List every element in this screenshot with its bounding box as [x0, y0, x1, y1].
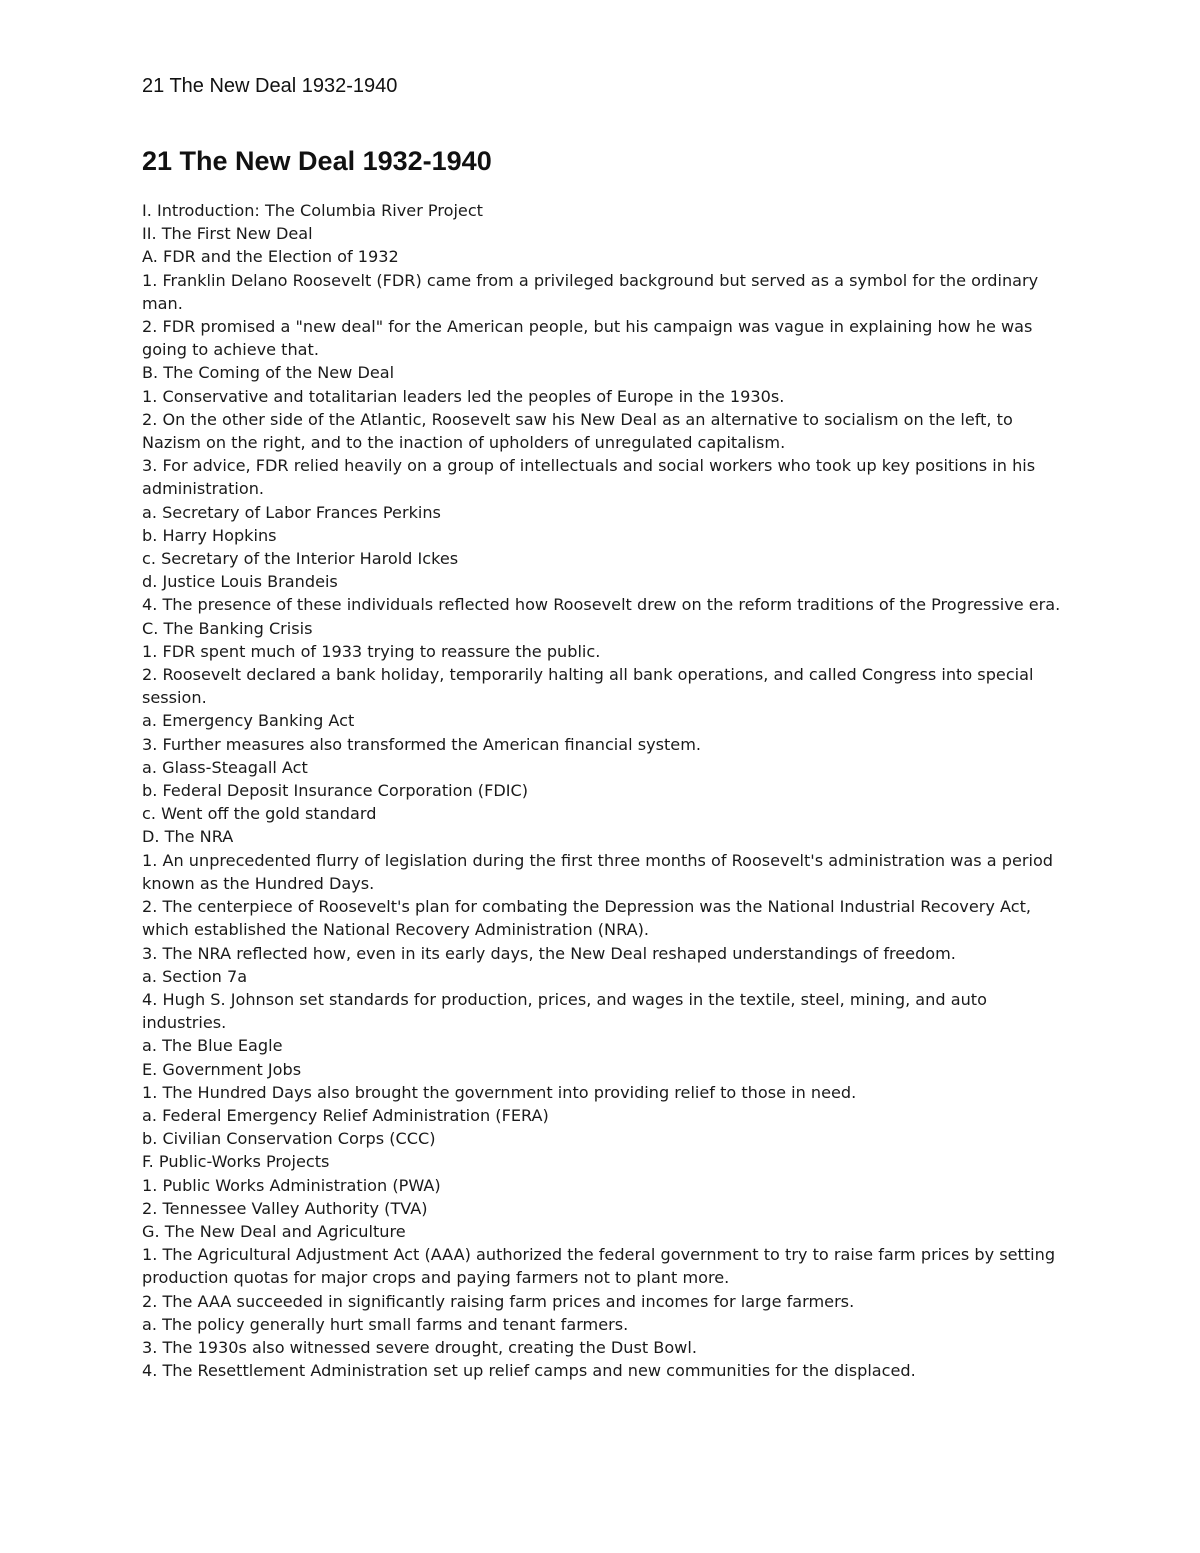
outline-item: 2. The AAA succeeded in significantly raising farm prices and incomes for large farmers.	[142, 1291, 855, 1311]
outline-item: a. Emergency Banking Act	[142, 711, 355, 731]
outline-item: c. Secretary of the Interior Harold Ickes	[142, 549, 459, 569]
outline-item: a. Federal Emergency Relief Administration (FERA)	[142, 1105, 549, 1125]
outline-item: II. The First New Deal	[142, 224, 313, 244]
outline-item: A. FDR and the Election of 1932	[142, 247, 399, 267]
outline-item: a. Glass-Steagall Act	[142, 757, 308, 777]
outline-item: 1. The Hundred Days also brought the government into providing relief to those in need.	[142, 1082, 857, 1102]
outline-item: a. Secretary of Labor Frances Perkins	[142, 502, 441, 522]
outline-item: a. The policy generally hurt small farms and tenant farmers.	[142, 1314, 629, 1334]
outline-item: D. The NRA	[142, 827, 234, 847]
outline-item: G. The New Deal and Agriculture	[142, 1221, 406, 1241]
outline-item: b. Harry Hopkins	[142, 525, 277, 545]
outline-item: 1. Public Works Administration (PWA)	[142, 1175, 441, 1195]
outline-item: 1. FDR spent much of 1933 trying to reassure the public.	[142, 641, 601, 661]
outline-item: 2. Tennessee Valley Authority (TVA)	[142, 1198, 428, 1218]
outline-item: F. Public-Works Projects	[142, 1152, 330, 1172]
running-header: 21 The New Deal 1932-1940	[142, 75, 398, 97]
outline-item: 2. On the other side of the Atlantic, Roosevelt saw his New Deal as an alternative to socialism on the left, to Nazism on the right, and to the inaction of upholders of unregulated capitalism.	[142, 409, 1013, 453]
outline-item: 1. Conservative and totalitarian leaders led the peoples of Europe in the 1930s.	[142, 386, 785, 406]
outline-item: b. Federal Deposit Insurance Corporation (FDIC)	[142, 781, 528, 801]
document-title: 21 The New Deal 1932-1940	[142, 146, 492, 176]
outline-item: 4. The presence of these individuals reflected how Roosevelt drew on the reform traditions of the Progressive era.	[142, 595, 1061, 615]
outline-item: c. Went off the gold standard	[142, 804, 377, 824]
outline-item: 3. Further measures also transformed the American financial system.	[142, 734, 702, 754]
outline-item: C. The Banking Crisis	[142, 618, 313, 638]
outline-item: d. Justice Louis Brandeis	[142, 572, 338, 592]
outline-item: a. The Blue Eagle	[142, 1036, 283, 1056]
outline-item: 3. For advice, FDR relied heavily on a group of intellectuals and social workers who took up key positions in his administration.	[142, 456, 1036, 499]
outline-item: a. Section 7a	[142, 966, 248, 986]
outline-item: 2. The centerpiece of Roosevelt's plan for combating the Depression was the National Industrial Recovery Act, which established the National Recovery Administration (NRA).	[142, 897, 1031, 940]
outline-item: b. Civilian Conservation Corps (CCC)	[142, 1129, 436, 1149]
outline-item: 4. Hugh S. Johnson set standards for production, prices, and wages in the textile, steel, mining, and auto industries.	[142, 989, 987, 1033]
outline-item: 1. The Agricultural Adjustment Act (AAA) authorized the federal government to try to raise farm prices by setting production quotas for major crops and paying farmers not to plant more.	[142, 1245, 1056, 1288]
outline-item: E. Government Jobs	[142, 1059, 302, 1079]
outline-item: 2. Roosevelt declared a bank holiday, temporarily halting all bank operations, and called Congress into special session.	[142, 665, 1034, 708]
outline-item: 1. An unprecedented flurry of legislation during the first three months of Roosevelt's administration was a period known as the Hundred Days.	[142, 850, 1054, 893]
outline-item: 1. Franklin Delano Roosevelt (FDR) came from a privileged background but served as a symbol for the ordinary man.	[142, 270, 1039, 313]
outline-item: 3. The 1930s also witnessed severe drought, creating the Dust Bowl.	[142, 1337, 697, 1357]
outline-item: I. Introduction: The Columbia River Project	[142, 201, 483, 220]
outline-item: 2. FDR promised a "new deal" for the American people, but his campaign was vague in explaining how he was going to achieve that.	[142, 317, 1033, 360]
outline-body	[142, 199, 1072, 1382]
outline-item: 3. The NRA reflected how, even in its early days, the New Deal reshaped understandings of freedom.	[142, 943, 956, 963]
outline-item: B. The Coming of the New Deal	[142, 363, 395, 383]
outline-item: 4. The Resettlement Administration set up relief camps and new communities for the displaced.	[142, 1361, 916, 1381]
